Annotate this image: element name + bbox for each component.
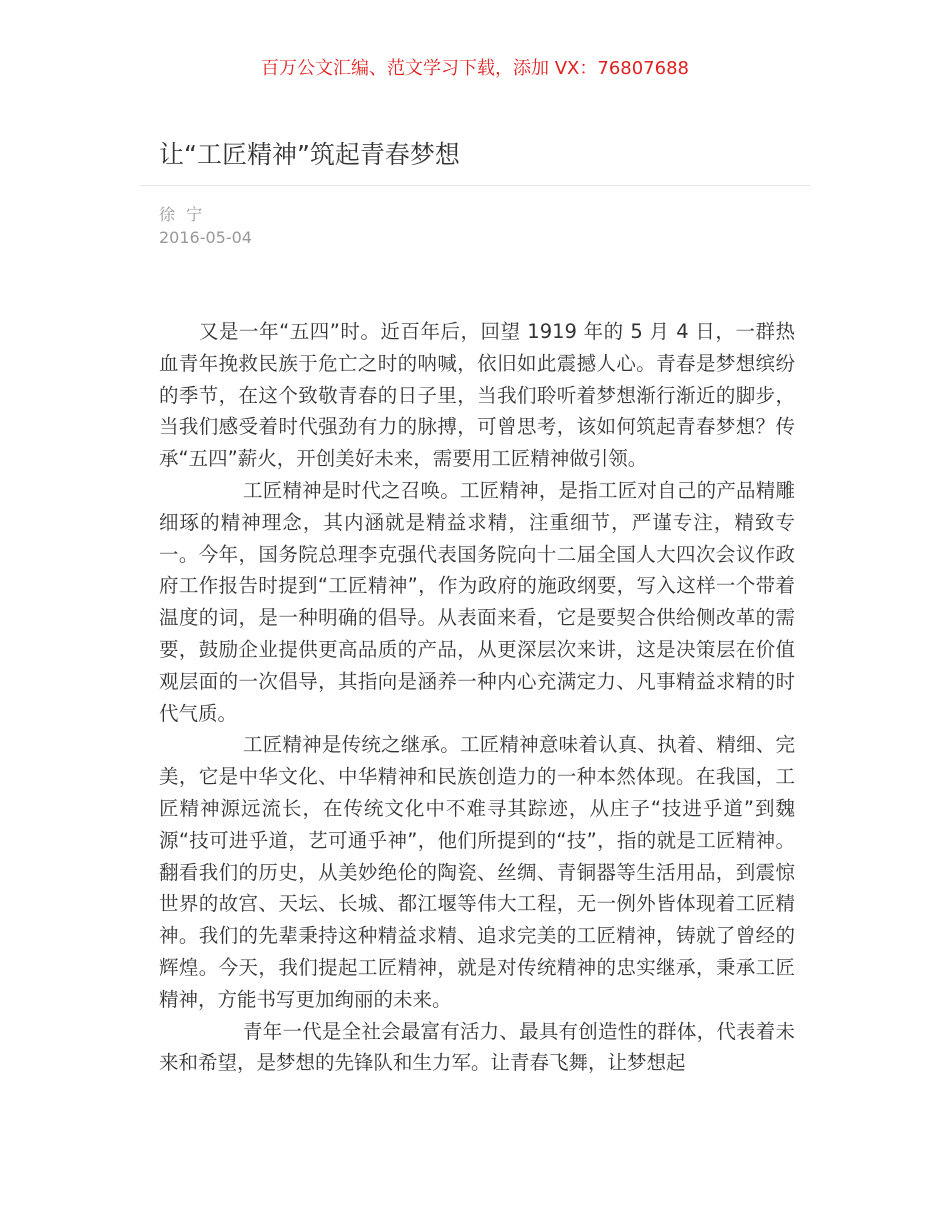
title-divider <box>140 185 810 186</box>
promo-banner: 百万公文汇编、范文学习下载，添加 VX：76807688 <box>261 58 689 79</box>
article-author: 徐 宁 <box>159 205 206 224</box>
article-title: 让“工匠精神”筑起青春梦想 <box>159 140 460 169</box>
article-date: 2016-05-04 <box>159 228 252 247</box>
article-paragraph-2: 工匠精神是时代之召唤。工匠精神，是指工匠对自己的产品精雕细琢的精神理念，其内涵就是精益求精，注重细节，严谨专注，精致专一。今年，国务院总理李克强代表国务院向十二届全国人大四次会议作政府工作报告时提到“工匠精神”，作为政府的施政纲要，写入这样一个带着温度的词，是一种明确的倡导。从表面来看，它是要契合供给侧改革的需要，鼓励企业提供更高品质的产品，从更深层次来讲，这是决策层在价值观层面的一次倡导，其指向是涵养一种内心充满定力、凡事精益求精的时代气质。 <box>159 478 795 725</box>
article-paragraph-1: 又是一年“五四”时。近百年后，回望 1919 年的 5 月 4 日，一群热血青年挽救民族于危亡之时的呐喊，依旧如此震撼人心。青春是梦想缤纷的季节，在这个致敬青春的日子里，当我们聆听着梦想渐行渐近的脚步，当我们感受着时代强劲有力的脉搏，可曾思考，该如何筑起青春梦想？传承“五四”薪火，开创美好未来，需要用工匠精神做引领。 <box>159 320 795 471</box>
article-paragraph-4: 青年一代是全社会最富有活力、最具有创造性的群体，代表着未来和希望，是梦想的先锋队和生力军。让青春飞舞，让梦想起 <box>159 1019 795 1075</box>
article-paragraph-3: 工匠精神是传统之继承。工匠精神意味着认真、执着、精细、完美，它是中华文化、中华精神和民族创造力的一种本然体现。在我国，工匠精神源远流长，在传统文化中不难寻其踪迹，从庄子“技进乎道”到魏源“技可进乎道，艺可通乎神”，他们所提到的“技”，指的就是工匠精神。翻看我们的历史，从美妙绝伦的陶瓷、丝绸、青铜器等生活用品，到震惊世界的故宫、天坛、长城、都江堰等伟大工程，无一例外皆体现着工匠精神。我们的先辈秉持这种精益求精、追求完美的工匠精神，铸就了曾经的辉煌。今天，我们提起工匠精神，就是对传统精神的忠实继承，秉承工匠精神，方能书写更加绚丽的未来。 <box>159 733 795 1011</box>
article-body <box>159 316 795 1079</box>
